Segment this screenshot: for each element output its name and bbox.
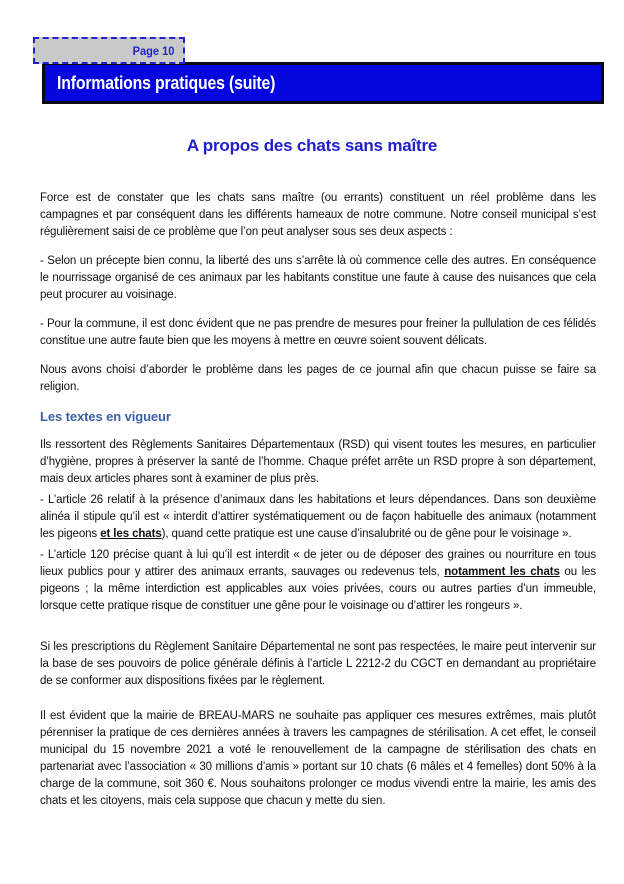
section-banner-title: Informations pratiques (suite): [57, 72, 276, 93]
article-body: [40, 190, 596, 822]
paragraph-rsd: Ils ressortent des Règlements Sanitaires Départementaux (RSD) qui visent toutes les mesures, en particulier d’hygiène, propres à préserver la santé de l’homme. Chaque préfet arrête un RSD propre à son département, mais deux articles phares sont à examiner de plus près.: [40, 439, 596, 485]
article-26-text-post: ), quand cette pratique est une cause d’insalubrité ou de gêne pour le voisinage ».: [161, 528, 572, 540]
paragraph-intro-liberte: - Selon un précepte bien connu, la liberté des uns s’arrête là où commence celle des autres. En conséquence le nourrissage organisé de ces animaux par les habitants constitue une faute à cause des nuisances que cela peut procurer au voisinage.: [40, 255, 596, 301]
page-number-box: [33, 37, 185, 64]
article-26-emphasis: et les chats: [100, 528, 162, 540]
section-banner: [42, 62, 604, 104]
section-heading-textes-en-vigueur: Les textes en vigueur: [40, 409, 171, 424]
article-26-text-pre: - L’article 26 relatif à la présence d’animaux dans les habitations et leurs dépendances. Dans son deuxième alinéa il stipule qu’il est « interdit d’attirer systématiquement ou de façon habituelle des animaux (notamment les pigeons: [40, 494, 596, 540]
paragraph-intro-constat: Force est de constater que les chats sans maître (ou errants) constituent un réel problème dans les campagnes et par conséquent dans les différents hameaux de notre commune. Notre conseil municipal s’est régulièrement saisi de ce problème que l’on peut analyser sous ses deux aspects :: [40, 192, 596, 238]
article-120-text-pre: - L’article 120 précise quant à lui qu’il est interdit « de jeter ou de déposer des graines ou nourriture en tous lieux publics pour y attirer des animaux errants, sauvages ou redevenus tels,: [40, 549, 596, 578]
article-120-emphasis: notamment les chats: [444, 566, 560, 578]
paragraph-sterilisation: Il est évident que la mairie de BREAU-MARS ne souhaite pas appliquer ces mesures extrêmes, mais plutôt pérenniser la pratique de ces dernières années à travers les campagnes de stérilisation. A cet effet, le conseil municipal du 15 novembre 2021 a voté le renouvellement de la campagne de stérilisation des chats en partenariat avec l’association « 30 millions d’amis » portant sur 10 chats (6 mâles et 4 femelles) dont 50% à la charge de la commune, soit 360 €. Nous souhaitons prolonger ce modus vivendi entre la mairie, les amis des chats et les citoyens, mais cela suppose que chacun y mette du sien.: [40, 710, 596, 807]
paragraph-article-26: [40, 492, 596, 543]
paragraph-intro-commune: - Pour la commune, il est donc évident que ne pas prendre de mesures pour freiner la pullulation de ces félidés constitue une autre faute bien que les moyens à mettre en œuvre soient souvent délicats.: [40, 318, 596, 347]
paragraph-article-120: [40, 547, 596, 615]
paragraph-intro-journal: Nous avons choisi d’aborder le problème dans les pages de ce journal afin que chacun puisse se faire sa religion.: [40, 364, 596, 393]
page-number-label: Page 10: [132, 43, 174, 58]
paragraph-pouvoirs-maire: Si les prescriptions du Règlement Sanitaire Départemental ne sont pas respectées, le maire peut intervenir sur la base de ses pouvoirs de police générale définis à l’article L 2212-2 du CGCT en demandant au propriétaire de se conformer aux dispositions fixées par le règlement.: [40, 641, 596, 687]
article-title: A propos des chats sans maître: [186, 136, 438, 155]
article-120-text-post: ou les pigeons ; la même interdiction est applicables aux voies privées, cours ou autres parties d’un immeuble, lorsque cette pratique risque de constituer une gêne pour le voisinage ou d’attirer les rongeurs ».: [40, 566, 597, 612]
